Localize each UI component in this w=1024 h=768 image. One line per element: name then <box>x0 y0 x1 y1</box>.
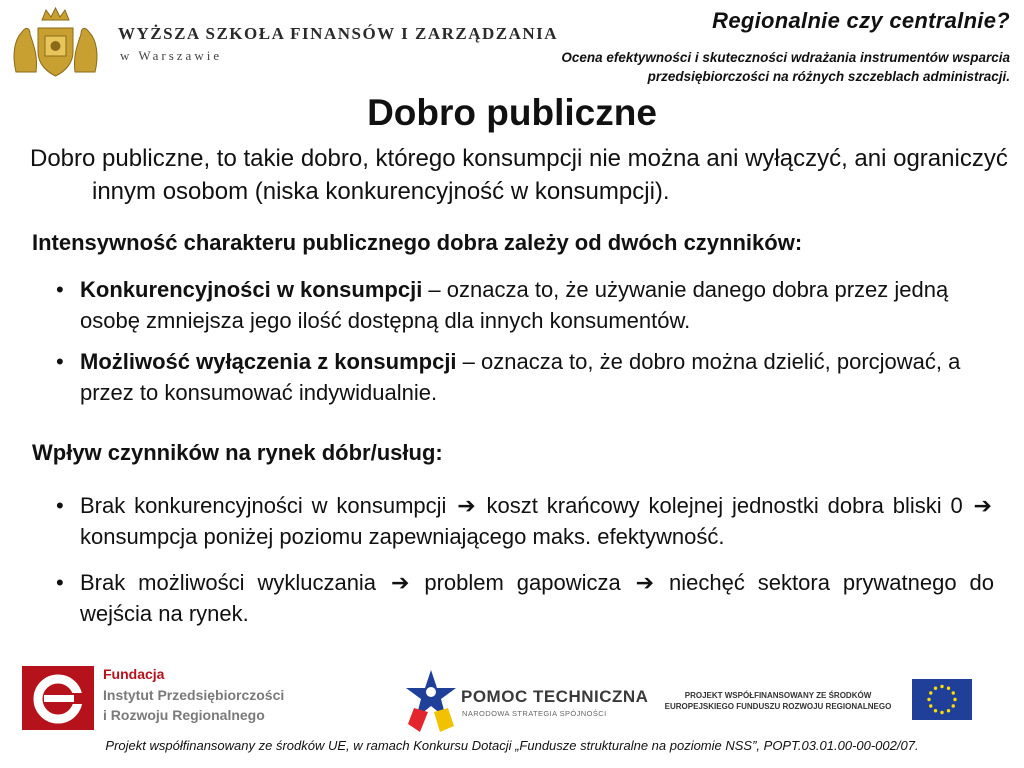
university-crest-logo <box>8 6 103 78</box>
item-text: niechęć sektora prywatnego do wejścia na rynek. <box>80 570 994 626</box>
eu-star <box>934 687 937 690</box>
subtitle-line-1: Ocena efektywności i skuteczności wdrażania instrumentów wsparcia <box>561 50 1010 65</box>
arrow-right-icon: ➔ <box>457 493 476 518</box>
eu-star <box>929 691 932 694</box>
arrow-right-icon: ➔ <box>973 493 992 518</box>
eu-star <box>953 698 956 701</box>
pomoc-techniczna-logo <box>406 668 456 734</box>
eu-star <box>940 685 943 688</box>
section-heading-factors: Intensywność charakteru publicznego dobra zależy od dwóch czynników: <box>32 230 803 255</box>
fiprr-line-1: Fundacja <box>103 666 165 682</box>
fiprr-foundation-name <box>103 664 284 726</box>
school-name: WYŻSZA SZKOŁA FINANSÓW I ZARZĄDZANIA <box>118 24 559 43</box>
slide-title: Dobro publiczne <box>367 92 657 133</box>
term: Konkurencyjności w konsumpcji <box>80 277 423 302</box>
funding-note: Projekt współfinansowany ze środków UE, w ramach Konkursu Dotacji „Fundusze strukturalne na poziomie NSS”, POPT.03.01.00-00-002/07. <box>105 738 919 753</box>
term-description: – oznacza to, że używanie danego dobra przez jedną osobę zmniejsza jego ilość dostępną dla innych konsumentów. <box>80 277 949 333</box>
eu-line-2: EUROPEJSKIEGO FUNDUSZU ROZWOJU REGIONALNEGO <box>664 702 892 711</box>
definition-paragraph: Dobro publiczne, to takie dobro, którego konsumpcji nie można ani wyłączyć, ani ograniczyć innym osobom (niska konkurencyjność w konsumpcji). <box>30 145 1008 205</box>
arrow-right-icon: ➔ <box>390 570 410 595</box>
eu-star <box>952 691 955 694</box>
pomoc-techniczna-subtitle: NARODOWA STRATEGIA SPÓJNOŚCI <box>462 709 607 718</box>
fiprr-line-2: Instytut Przedsiębiorczości <box>103 686 285 703</box>
fiprr-foundation-logo <box>22 666 94 730</box>
bullet: • <box>56 277 64 302</box>
eu-star <box>947 709 950 712</box>
eu-star <box>940 711 943 714</box>
item-text: Brak możliwości wykluczania <box>80 570 389 595</box>
bullet: • <box>56 493 64 518</box>
list-item <box>56 346 976 408</box>
pomoc-techniczna-title: POMOC TECHNICZNA <box>461 687 649 706</box>
eu-star <box>927 698 930 701</box>
term: Możliwość wyłączenia z konsumpcji <box>80 349 457 374</box>
fiprr-line-3: i Rozwoju Regionalnego <box>103 707 265 723</box>
eu-star <box>947 687 950 690</box>
eu-flag-icon <box>912 679 972 720</box>
eu-cofinancing-text <box>658 690 898 712</box>
presentation-subtitle <box>370 48 1010 86</box>
factors-list <box>56 274 976 418</box>
bullet: • <box>56 570 64 595</box>
eu-star <box>929 704 932 707</box>
eu-star <box>934 709 937 712</box>
arrow-right-icon: ➔ <box>635 570 655 595</box>
item-text: problem gapowicza <box>411 570 634 595</box>
subtitle-line-2: przedsiębiorczości na różnych szczeblach administracji. <box>647 69 1010 84</box>
impact-list <box>56 490 994 644</box>
list-item <box>56 567 994 629</box>
eu-star <box>952 704 955 707</box>
list-item <box>56 490 994 552</box>
term-description: – oznacza to, że dobro można dzielić, porcjować, a przez to konsumować indywidualnie. <box>80 349 961 405</box>
item-text: koszt krańcowy kolejnej jednostki dobra bliski 0 <box>477 493 972 518</box>
eu-line-1: PROJEKT WSPÓŁFINANSOWANY ZE ŚRODKÓW <box>684 691 872 700</box>
list-item <box>56 274 976 336</box>
item-text: konsumpcja poniżej poziomu zapewniającego maks. efektywność. <box>80 524 725 549</box>
bullet: • <box>56 349 64 374</box>
section-heading-impact: Wpływ czynników na rynek dóbr/usług: <box>32 440 443 465</box>
presentation-title: Regionalnie czy centralnie? <box>712 8 1010 33</box>
item-text: Brak konkurencyjności w konsumpcji <box>80 493 456 518</box>
school-location: w Warszawie <box>120 48 223 63</box>
